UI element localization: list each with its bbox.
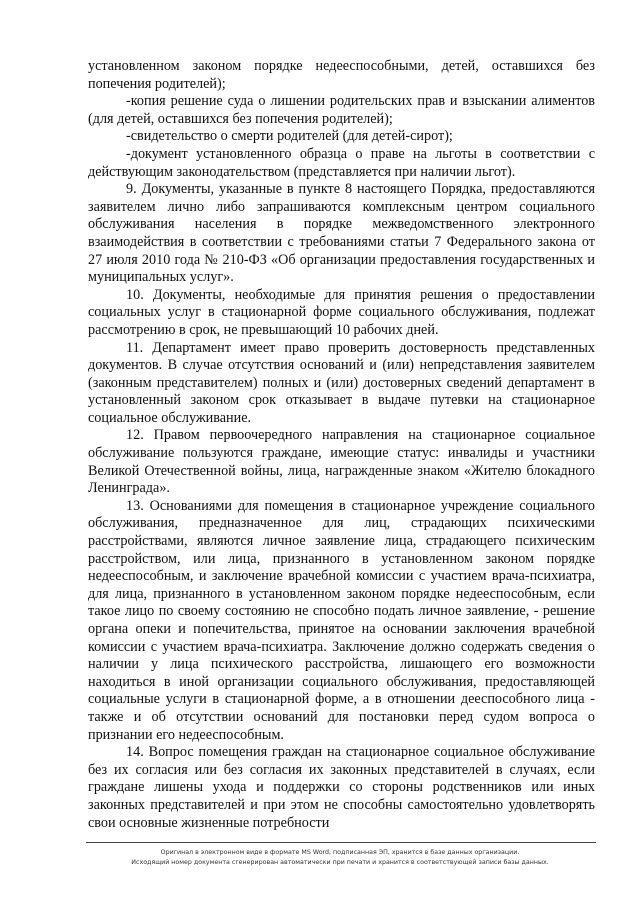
paragraph-14: 14. Вопрос помещения граждан на стационарное социальное обслуживание без их согласия или без согласия их законных представителей в случаях, если граждане лишены ухода и поддержки со стороны родственников или иных законных представителей и при этом не способны самостоятельно удовлетворять свои основные жизненные потребности bbox=[88, 744, 595, 831]
paragraph-continuation: установленном законом порядке недееспособными, детей, оставшихся без попечения родителей); bbox=[88, 58, 595, 92]
page-footer bbox=[60, 848, 620, 868]
footer-original-note: Оригинал в электронном виде в формате MS Word, подписанная ЭП, хранится в базе данных организации. bbox=[160, 849, 520, 856]
footer-divider bbox=[86, 842, 596, 843]
paragraph-12: 12. Правом первоочередного направления на стационарное социальное обслуживание пользуются граждане, имеющие статус: инвалиды и участники Великой Отечественной войны, лица, награжденные знаком «Жителю блокадного Ленинграда». bbox=[88, 427, 595, 497]
paragraph-9: 9. Документы, указанные в пункте 8 настоящего Порядка, предоставляются заявителем лично либо запрашиваются комплексным центром социального обслуживания населения в порядке межведомственного электронного взаимодействия в соответствии с требованиями статьи 7 Федерального закона от 27 июля 2010 года № 210-ФЗ «Об организации предоставления государственных и муниципальных услуг». bbox=[88, 181, 595, 286]
paragraph-11: 11. Департамент имеет право проверить достоверность представленных документов. В случае отсутствия оснований и (или) непредставления заявителем (законным представителем) полных и (или) достоверных сведений департамент в установленный законом срок отказывает в выдаче путевки на стационарное социальное обслуживание. bbox=[88, 339, 595, 426]
paragraph-10: 10. Документы, необходимые для принятия решения о предоставлении социальных услуг в стационарной форме социального обслуживания, подлежат рассмотрению в срок, не превышающий 10 рабочих дней. bbox=[88, 286, 595, 338]
paragraph-death-certificate: -свидетельство о смерти родителей (для детей-сирот); bbox=[126, 128, 453, 145]
footer-outgoing-number-note: Исходящий номер документа сгенерирован автоматически при печати и хранится в соответствующей записи базы данных. bbox=[131, 859, 549, 866]
document-body bbox=[88, 58, 595, 832]
paragraph-court-decision-copy: -копия решение суда о лишении родительских прав и взыскании алиментов (для детей, оставшихся без попечения родителей); bbox=[88, 93, 595, 127]
paragraph-benefits-document: -документ установленного образца о праве на льготы в соответствии с действующим законодательством (представляется при наличии льгот). bbox=[88, 145, 595, 180]
paragraph-13: 13. Основаниями для помещения в стационарное учреждение социального обслуживания, предназначенное для лиц, страдающих психическими расстройствами, являются личное заявление лица, страдающего психическим расстройством, или лица, признанного в установленном законом порядке недееспособным, и заключение врачебной комиссии с участием врача-психиатра, для лица, признанного в установленном законом порядке недееспособным, если такое лицо по своему состоянию не способно подать личное заявление, - решение органа опеки и попечительства, принятое на основании заключения врачебной комиссии с участием врача-психиатра. Заключение должно содержать сведения о наличии у лица психического расстройства, лишающего его возможности находиться в иной организации социального обслуживания, предоставляющей социальные услуги в стационарной форме, а в отношении дееспособного лица - также и об отсутствии оснований для постановки перед судом вопроса о признании его недееспособным. bbox=[88, 497, 595, 743]
